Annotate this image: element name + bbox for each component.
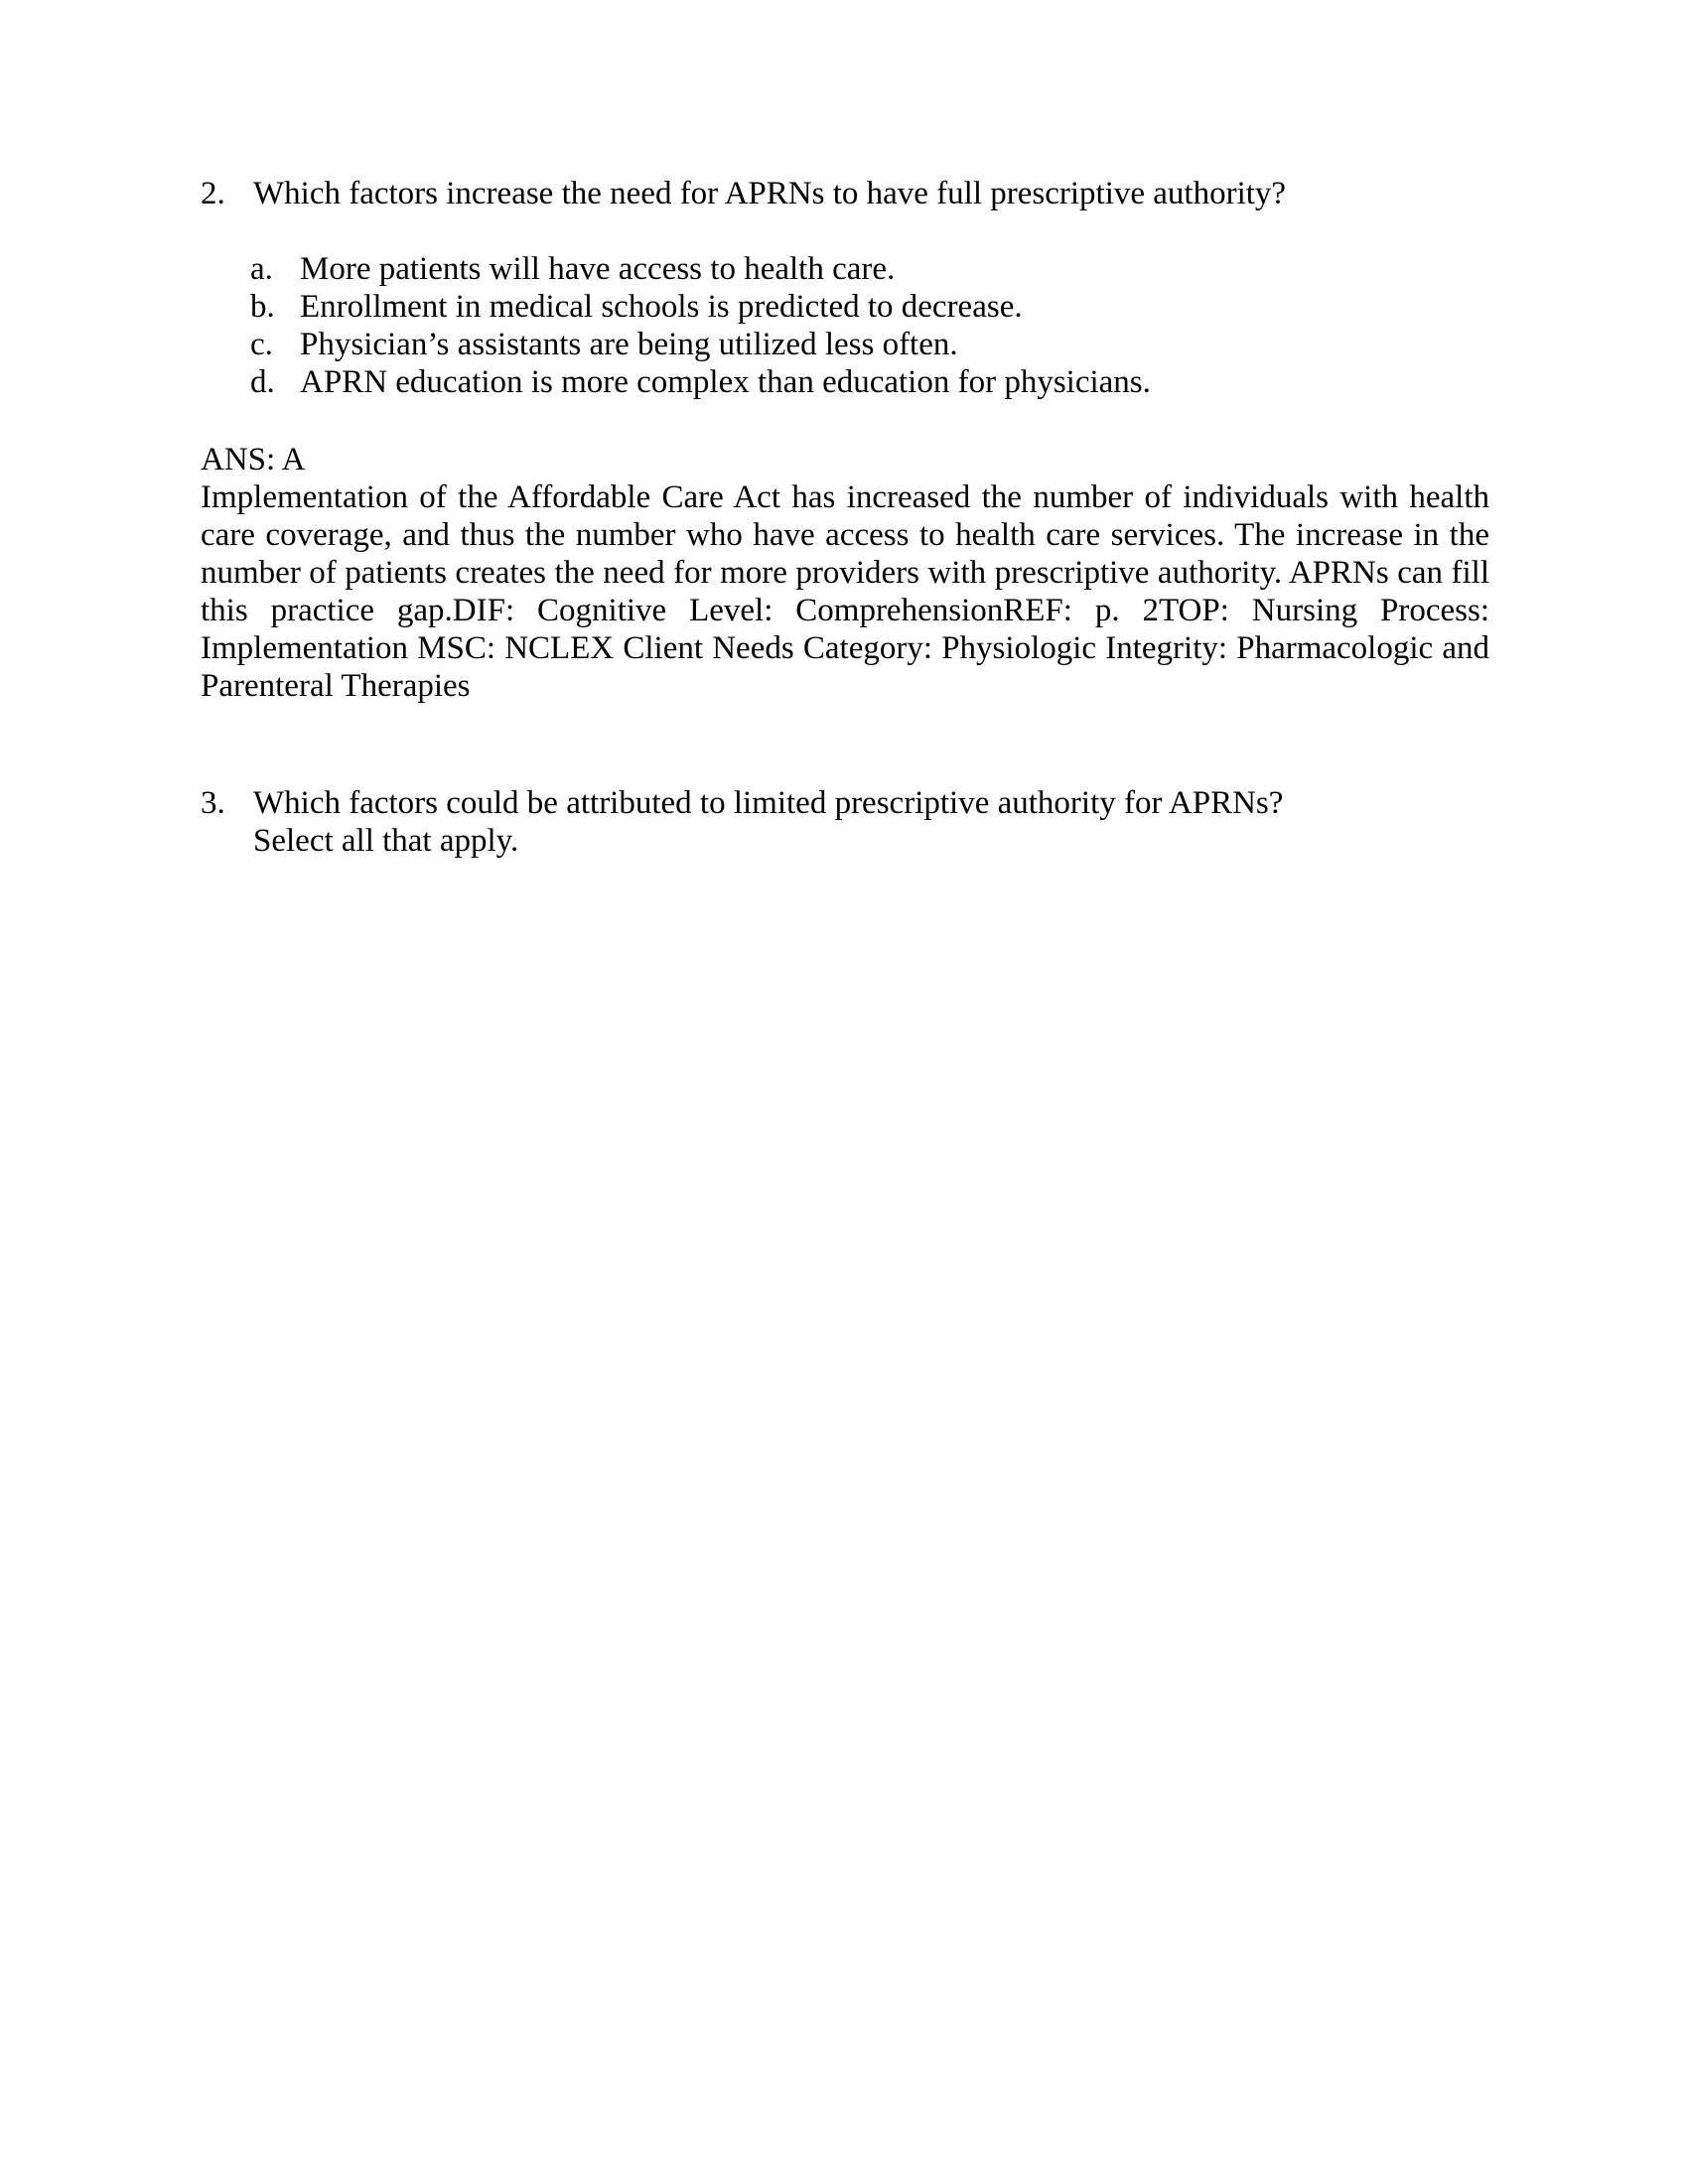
question-3	[201, 784, 1491, 860]
option-a-letter: a.	[250, 251, 273, 287]
option-b-letter: b.	[250, 289, 275, 325]
question-2-number: 2.	[201, 176, 225, 211]
question-3-text-line-2: Select all that apply.	[253, 823, 519, 859]
option-b-text: Enrollment in medical schools is predicted to decrease.	[300, 289, 1023, 325]
option-b	[250, 288, 1491, 326]
option-d-text: APRN education is more complex than education for physicians.	[300, 364, 1151, 400]
question-2-answer: ANS: A	[201, 442, 306, 478]
option-a	[250, 250, 1491, 288]
question-3-text-block	[253, 784, 1283, 860]
question-2-options	[250, 250, 1491, 401]
option-c	[250, 326, 1491, 363]
question-2-text: Which factors increase the need for APRNs to have full prescriptive authority?	[253, 176, 1287, 211]
option-c-letter: c.	[250, 327, 273, 362]
rationale-line: number of patients creates the need for more providers with prescriptive authority. APRNs can fill	[201, 555, 1489, 591]
question-3-text-line-1: Which factors could be attributed to limited prescriptive authority for APRNs?	[253, 785, 1284, 821]
rationale-line: Implementation of the Affordable Care Act has increased the number of individuals with health	[201, 479, 1489, 515]
option-d	[250, 363, 1491, 401]
rationale-line: Implementation MSC: NCLEX Client Needs Category: Physiologic Integrity: Pharmacologic and	[201, 630, 1489, 666]
question-2	[201, 175, 1491, 212]
option-d-letter: d.	[250, 364, 275, 400]
option-a-text: More patients will have access to health care.	[300, 251, 896, 287]
rationale-line: Parenteral Therapies	[201, 668, 471, 704]
question-3-number: 3.	[201, 785, 225, 821]
question-2-rationale	[201, 478, 1489, 705]
rationale-line: care coverage, and thus the number who have access to health care services. The increase in the	[201, 517, 1489, 553]
option-c-text: Physician’s assistants are being utilized less often.	[300, 327, 958, 362]
rationale-line: this practice gap.DIF: Cognitive Level: ComprehensionREF: p. 2TOP: Nursing Process:	[201, 593, 1489, 628]
